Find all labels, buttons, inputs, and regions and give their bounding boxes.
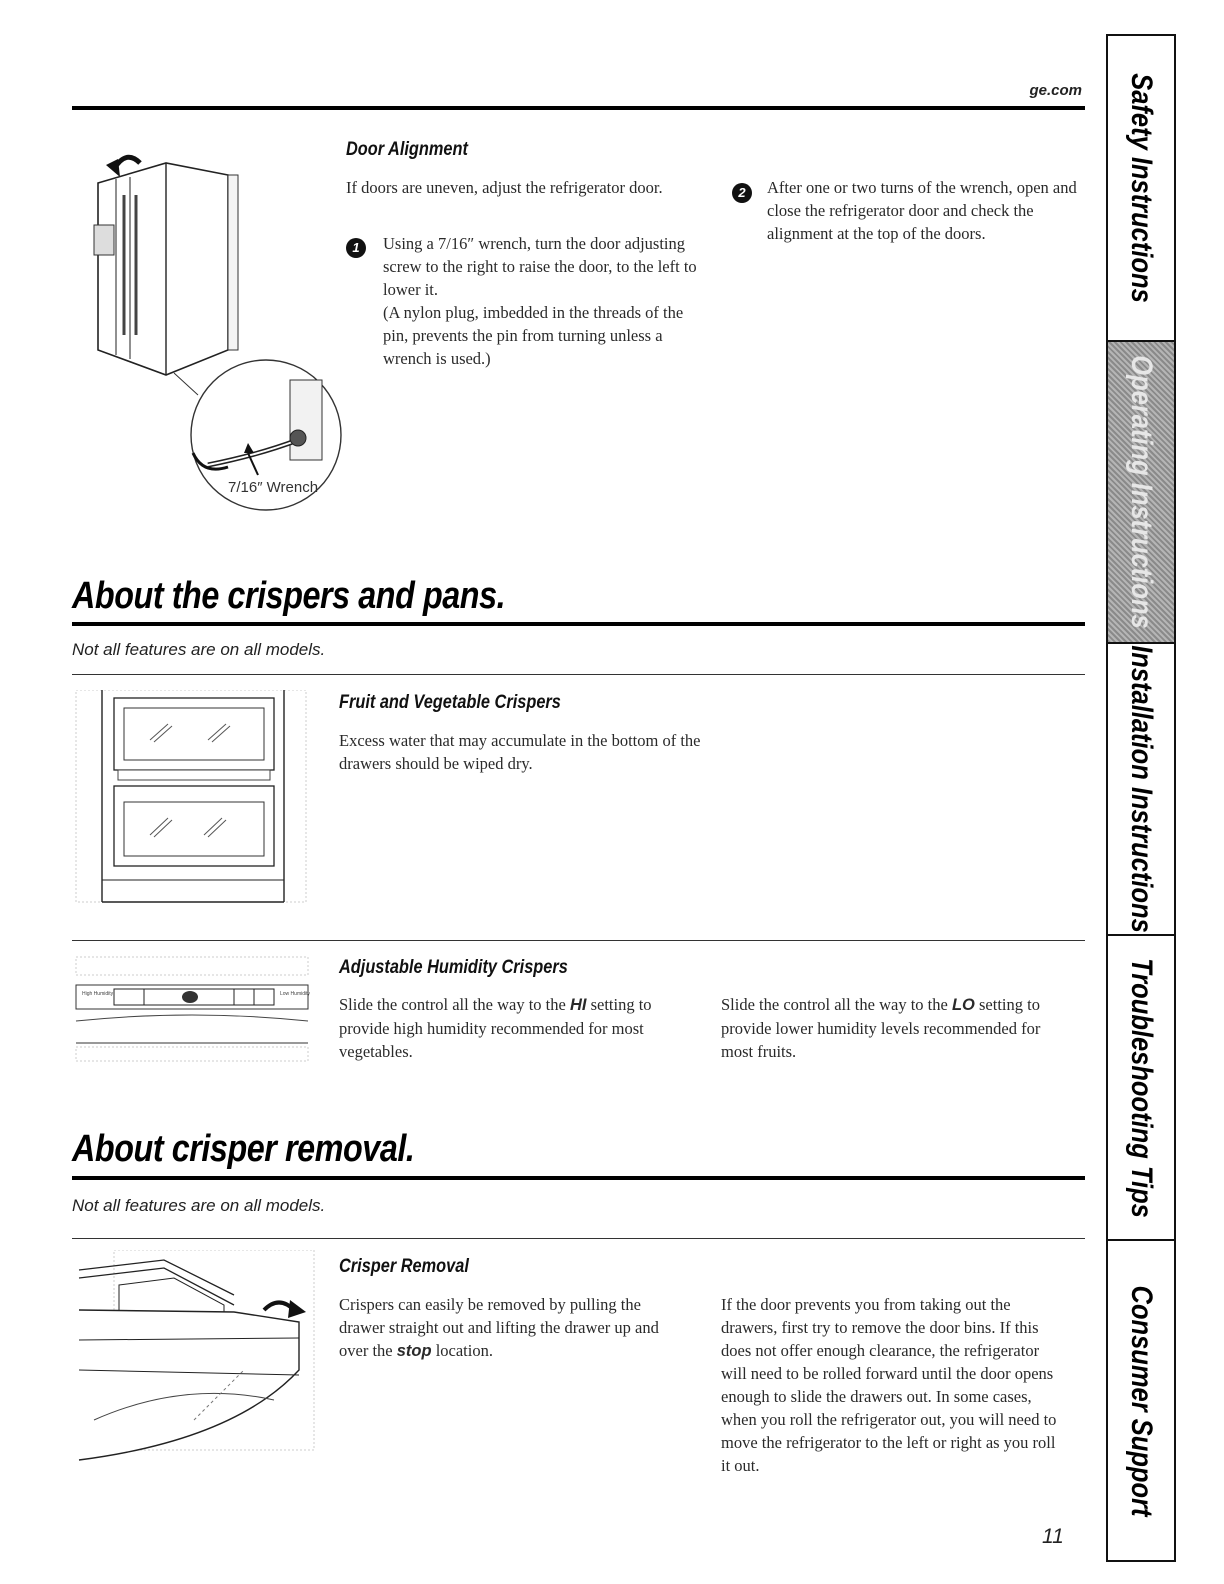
fruit-crisper-illustration — [74, 690, 314, 905]
humidity-lo-post: setting to provide lower humidity levels recommended for most fruits. — [721, 995, 1041, 1061]
humidity-crispers-title: Adjustable Humidity Crispers — [339, 957, 568, 978]
section-tabs — [1106, 34, 1176, 1562]
tab-consumer-label: Consumer Support — [1125, 1285, 1158, 1516]
door-alignment-intro: If doors are uneven, adjust the refrigerator door. — [346, 178, 663, 197]
fruit-crispers-text: Excess water that may accumulate in the bottom of the drawers should be wiped dry. — [339, 731, 701, 773]
crispers-note-rule — [72, 674, 1085, 675]
crispers-section-note: Not all features are on all models. — [72, 640, 326, 659]
door-alignment-step-1: Using a 7/16″ wrench, turn the door adjusting screw to the right to raise the door, to the left to lower it. — [383, 234, 697, 299]
tab-safety-label: Safety Instructions — [1125, 73, 1158, 303]
door-alignment-step-1-note: (A nylon plug, imbedded in the threads of the pin, prevents the pin from turning unless a wrench is used.) — [383, 303, 684, 368]
lo-setting-key: LO — [951, 996, 975, 1014]
door-alignment-title: Door Alignment — [346, 139, 468, 160]
site-header: ge.com — [1029, 82, 1082, 99]
humidity-hi-text — [339, 993, 669, 1063]
crisper-removal-right-text: If the door prevents you from taking out the drawers, first try to remove the door bins. If this does not offer enough clearance, the refrigerator will need to be rolled forward until the door opens enough to slide the drawers out. In some cases, when you roll the refrigerator out, you will need to move the refrigerator to the left or right as you roll it out. — [721, 1295, 1057, 1475]
low-humidity-label: Low Humidity — [280, 991, 311, 997]
tab-troubleshooting-label: Troubleshooting Tips — [1125, 957, 1158, 1218]
crisper-removal-left-text — [339, 1293, 689, 1363]
tab-consumer-support[interactable] — [1108, 1241, 1174, 1560]
step-1-badge: 1 — [346, 238, 366, 258]
humidity-hi-pre: Slide the control all the way to the — [339, 995, 566, 1014]
page-number: 11 — [1042, 1525, 1064, 1548]
hi-setting-key: HI — [569, 996, 587, 1014]
humidity-lo-pre: Slide the control all the way to the — [721, 995, 948, 1014]
humidity-control-illustration — [74, 955, 314, 1065]
humidity-hi-post: setting to provide high humidity recommended for most vegetables. — [339, 995, 652, 1061]
crisper-removal-title: Crisper Removal — [339, 1256, 469, 1277]
refrigerator-wrench-illustration — [78, 135, 348, 520]
tab-installation-label: Installation Instructions — [1125, 645, 1158, 933]
removal-left-pre: Crispers can easily be removed by pulling the drawer straight out and lifting the drawer up and over the — [339, 1295, 659, 1360]
removal-title-rule — [72, 1176, 1085, 1180]
crispers-section-title: About the crispers and pans. — [72, 575, 506, 617]
tab-troubleshooting-tips[interactable] — [1108, 936, 1174, 1241]
fruit-crispers-title: Fruit and Vegetable Crispers — [339, 692, 561, 713]
removal-left-post: location. — [435, 1341, 493, 1360]
wrench-label: 7/16″ Wrench — [228, 479, 319, 496]
stop-location-key: stop — [396, 1342, 432, 1360]
crisper-removal-illustration — [74, 1250, 319, 1475]
tab-operating-instructions[interactable] — [1108, 342, 1174, 644]
removal-section-title: About crisper removal. — [72, 1128, 415, 1170]
tab-safety-instructions[interactable] — [1108, 36, 1174, 342]
tab-operating-label: Operating Instructions — [1125, 355, 1158, 629]
door-alignment-step-2: After one or two turns of the wrench, open and close the refrigerator door and check the alignment at the top of the doors. — [767, 178, 1077, 243]
humidity-rule — [72, 940, 1085, 941]
humidity-lo-text — [721, 993, 1051, 1063]
header-rule — [72, 106, 1085, 110]
step-2-badge: 2 — [732, 183, 752, 203]
removal-note-rule — [72, 1238, 1085, 1239]
crispers-title-rule — [72, 622, 1085, 626]
high-humidity-label: High Humidity — [82, 991, 114, 997]
tab-installation-instructions[interactable] — [1108, 644, 1174, 936]
removal-section-note: Not all features are on all models. — [72, 1196, 326, 1215]
